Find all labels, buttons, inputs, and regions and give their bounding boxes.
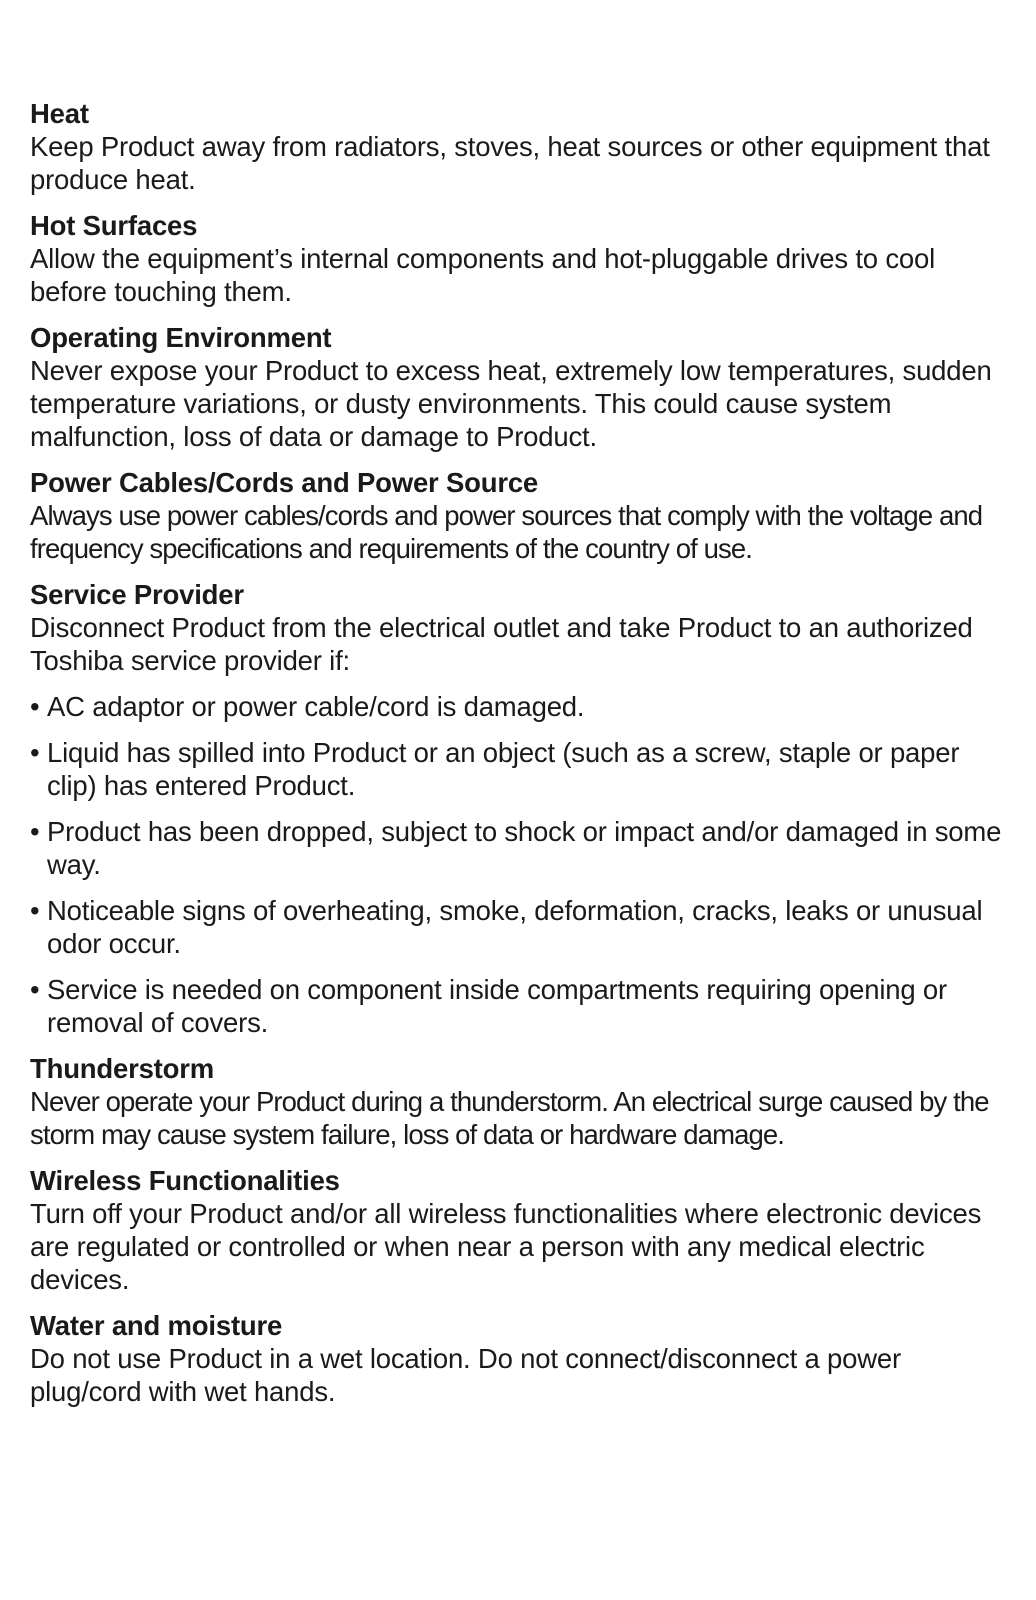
section-thunderstorm: [30, 1052, 1015, 1151]
body-water: Do not use Product in a wet location. Do not connect/disconnect a power plug/cord with wet hands.: [30, 1343, 901, 1407]
section-water: [30, 1309, 1015, 1408]
heading-heat: Heat: [30, 98, 89, 129]
section-hot-surfaces: [30, 209, 1015, 308]
heading-service-provider: Service Provider: [30, 579, 244, 610]
list-item: [30, 973, 1015, 1039]
bullet-text: Product has been dropped, subject to shock or impact and/or damaged in some way.: [47, 816, 1002, 880]
body-thunderstorm: Never operate your Product during a thunderstorm. An electrical surge caused by the storm may cause system failure, loss of data or hardware damage.: [30, 1086, 989, 1150]
heading-thunderstorm: Thunderstorm: [30, 1053, 214, 1084]
document-page: [30, 97, 1015, 1421]
bullet-text: Service is needed on component inside compartments requiring opening or removal of covers.: [47, 974, 947, 1038]
heading-hot-surfaces: Hot Surfaces: [30, 210, 198, 241]
body-operating-environment: Never expose your Product to excess heat, extremely low temperatures, sudden temperature variations, or dusty environments. This could cause system malfunction, loss of data or damage to Product.: [30, 355, 992, 452]
body-heat: Keep Product away from radiators, stoves, heat sources or other equipment that produce heat.: [30, 131, 990, 195]
section-heat: [30, 97, 1015, 196]
body-hot-surfaces: Allow the equipment’s internal components and hot-pluggable drives to cool before touching them.: [30, 243, 935, 307]
service-provider-bullet-list: [30, 690, 1015, 1039]
bullet-text: Liquid has spilled into Product or an object (such as a screw, staple or paper clip) has entered Product.: [47, 737, 960, 801]
list-item: [30, 815, 1015, 881]
bullet-icon: •: [30, 895, 40, 926]
section-operating-environment: [30, 321, 1015, 453]
section-service-provider: [30, 578, 1015, 677]
bullet-icon: •: [30, 816, 40, 847]
section-power-cables: [30, 466, 1015, 565]
bullet-icon: •: [30, 974, 40, 1005]
body-service-provider: Disconnect Product from the electrical outlet and take Product to an authorized Toshiba service provider if:: [30, 612, 973, 676]
section-wireless: [30, 1164, 1015, 1296]
heading-wireless: Wireless Functionalities: [30, 1165, 340, 1196]
bullet-icon: •: [30, 737, 40, 768]
bullet-text: AC adaptor or power cable/cord is damaged.: [47, 691, 585, 722]
list-item: [30, 690, 1015, 723]
list-item: [30, 736, 1015, 802]
heading-power-cables: Power Cables/Cords and Power Source: [30, 467, 539, 498]
heading-operating-environment: Operating Environment: [30, 322, 332, 353]
body-wireless: Turn off your Product and/or all wireless functionalities where electronic devices are regulated or controlled or when near a person with any medical electric devices.: [30, 1198, 982, 1295]
heading-water: Water and moisture: [30, 1310, 283, 1341]
bullet-text: Noticeable signs of overheating, smoke, deformation, cracks, leaks or unusual odor occur.: [47, 895, 983, 959]
bullet-icon: •: [30, 691, 40, 722]
list-item: [30, 894, 1015, 960]
body-power-cables: Always use power cables/cords and power sources that comply with the voltage and frequency specifications and requirements of the country of use.: [30, 500, 983, 564]
